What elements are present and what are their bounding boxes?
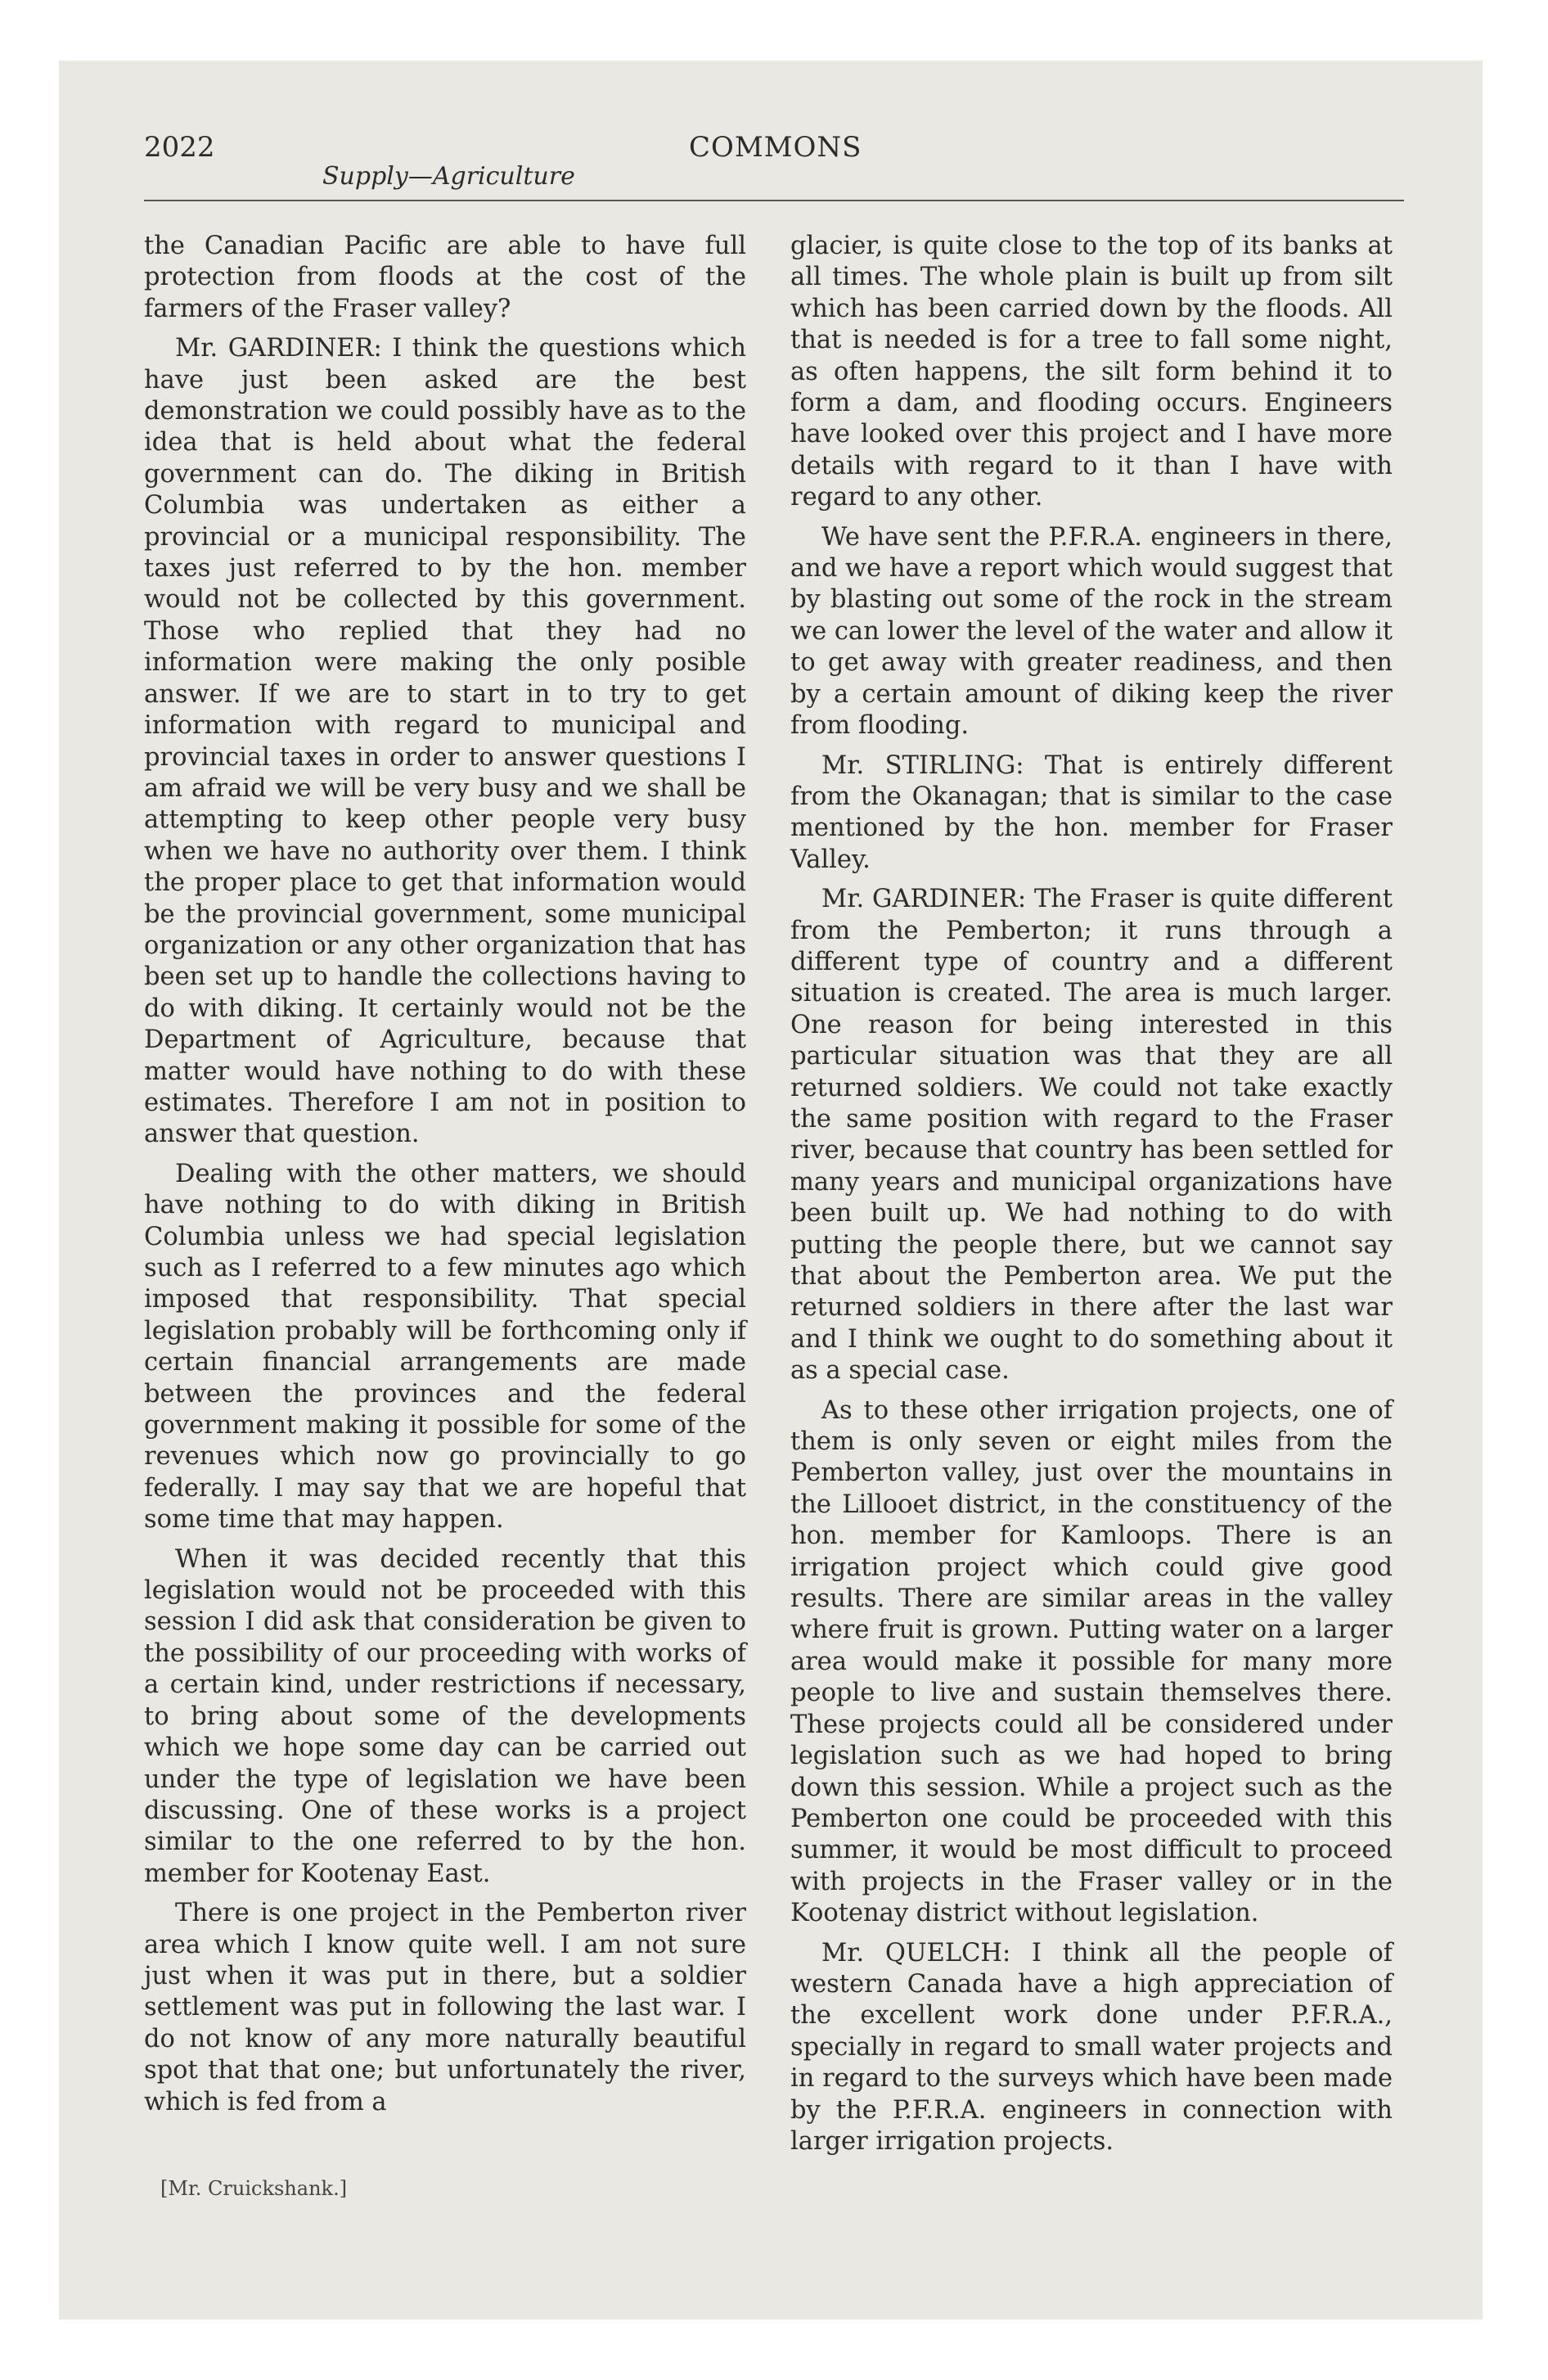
paragraph: We have sent the P.F.R.A. engineers in there, and we have a report which would suggest that by blasting out some of the rock in the stream we can lower the level of the water and allow it to get away with greater readiness, and then by a certain amount of diking keep the river from flooding. — [790, 522, 1393, 741]
paragraph: As to these other irrigation projects, one of them is only seven or eight miles from the Pemberton valley, just over the mountains in the Lillooet district, in the constituency of the hon. member for Kamloops. There is an irrigation project which could give good results. There are similar areas in the valley where fruit is grown. Putting water on a larger area would make it possible for many more people to live and sustain themselves there. These projects could all be considered under legislation such as we had hoped to bring down this session. While a project such as the Pemberton one could be proceeded with this summer, it would be most difficult to proceed with projects in the Fraser valley or in the Kootenay district without legislation. — [790, 1395, 1393, 1928]
header-rule — [144, 200, 1404, 201]
section-title: Supply—Agriculture — [322, 162, 575, 191]
right-column — [790, 231, 1393, 2166]
paragraph: the Canadian Pacific are able to have full protection from floods at the cost of the farmers of the Fraser valley? — [144, 232, 746, 323]
paragraph: There is one project in the Pemberton river area which I know quite well. I am not sure just when it was put in there, but a soldier settlement was put in following the last war. I do not know of any more naturally beautiful spot that that one; but unfortunately the river, which is fed from a — [144, 1899, 746, 2116]
left-column — [144, 231, 746, 2126]
paragraph: Mr. GARDINER: The Fraser is quite different from the Pemberton; it runs through a different type of country and a different situation is created. The area is much larger. One reason for being interested in this particular situation was that they are all returned soldiers. We could not take exactly the same position with regard to the Fraser river, because that country has been settled for many years and municipal organizations have been built up. We had nothing to do with putting the people there, but we cannot say that about the Pemberton area. We put the returned soldiers in there after the last war and I think we ought to do something about it as a special case. — [790, 885, 1393, 1386]
paragraph: Mr. STIRLING: That is entirely different from the Okanagan; that is similar to the case mentioned by the hon. member for Fraser Valley. — [790, 751, 1393, 874]
paragraph: glacier, is quite close to the top of its banks at all times. The whole plain is built up from silt which has been carried down by the floods. All that is needed is for a tree to fall some night, as often happens, the silt form behind it to form a dam, and flooding occurs. Engineers have looked over this project and I have more details with regard to it than I have with regard to any other. — [790, 232, 1393, 512]
paragraph: When it was decided recently that this legislation would not be proceeded with this session I did ask that consideration be given to the possibility of our proceeding with works of a certain kind, under restrictions if necessary, to bring about some of the developments which we hope some day can be carried out under the type of legislation we have been discussing. One of these works is a project similar to the one referred to by the hon. member for Kootenay East. — [144, 1544, 746, 1888]
paragraph: Mr. QUELCH: I think all the people of western Canada have a high appreciation of the excellent work done under P.F.R.A., specially in regard to small water projects and in regard to the surveys which have been made by the P.F.R.A. engineers in connection with larger irrigation projects. — [790, 1938, 1393, 2156]
paragraph: Mr. GARDINER: I think the questions which have just been asked are the best demonstration we could possibly have as to the idea that is held about what the federal government can do. The diking in British Columbia was undertaken as either a provincial or a municipal responsibility. The taxes just referred to by the hon. member would not be collected by this government. Those who replied that they had no information were making the only posible answer. If we are to start in to try to get information with regard to municipal and provincial taxes in order to answer questions I am afraid we will be very busy and we shall be attempting to keep other people very busy when we have no authority over them. I think the proper place to get that information would be the provincial government, some municipal organization or any other organization that has been set up to handle the collections having to do with diking. It certainly would not be the Department of Agriculture, because that matter would have nothing to do with these estimates. Therefore I am not in position to answer that question. — [144, 334, 746, 1149]
journal-title: COMMONS — [689, 131, 862, 164]
page-number: 2022 — [144, 131, 215, 164]
speaker-footer: [Mr. Cruickshank.] — [160, 2177, 348, 2200]
page-header — [144, 123, 1404, 205]
paragraph: Dealing with the other matters, we should have nothing to do with diking in British Columbia unless we had special legislation such as I referred to a few minutes ago which imposed that responsibility. That special legislation probably will be forthcoming only if certain financial arrangements are made between the provinces and the federal government making it possible for some of the revenues which now go provincially to go federally. I may say that we are hopeful that some time that may happen. — [144, 1159, 746, 1535]
